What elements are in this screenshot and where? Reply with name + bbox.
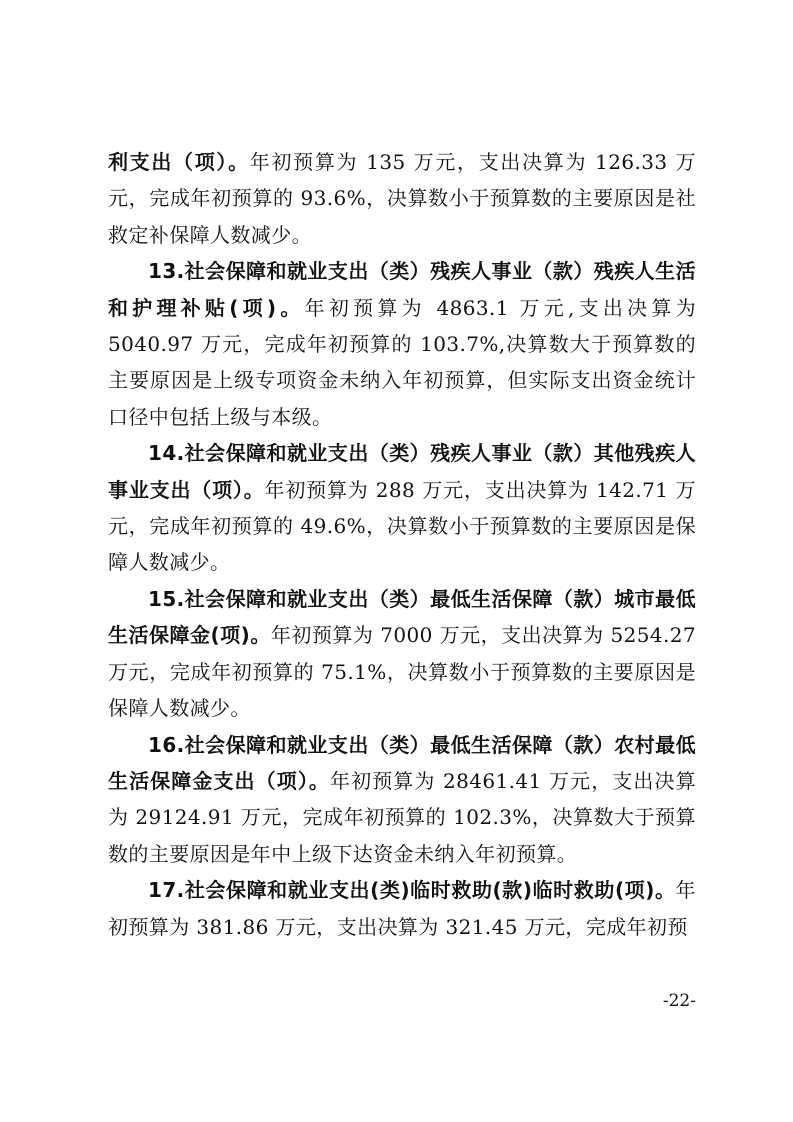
- item-body: 年初预算为 381.86 万元，支出决算为 321.45 万元，完成年初预: [108, 878, 696, 939]
- item-body: 年初预算为 135 万元，支出决算为 126.33 万元，完成年初预算的 93.6%，决算数小于预算数的主要原因是社救定补保障人数减少。: [108, 150, 696, 247]
- item-body: 年初预算为 28461.41 万元，支出决算为 29124.91 万元，完成年初预算的 102.3%，决算数大于预算数的主要原因是年中上级下达资金未纳入年初预算。: [108, 768, 696, 866]
- item-heading: 15.社会保障和就业支出（类）最低生活保障（款）城市最低生活保障金(项)。: [108, 586, 696, 648]
- item-body: 年初预算为 7000 万元，支出决算为 5254.27 万元，完成年初预算的 75.1%，决算数小于预算数的主要原因是保障人数减少。: [108, 623, 696, 721]
- item-heading: 利支出（项）。: [108, 150, 250, 174]
- item-heading: 13.社会保障和就业支出（类）残疾人事业（款）残疾人生活和护理补贴(项)。: [108, 259, 696, 320]
- item-heading: 14.社会保障和就业支出（类）残疾人事业（款）其他残疾人事业支出（项）。: [108, 441, 696, 502]
- item-body: 年初预算为 288 万元，支出决算为 142.71 万元，完成年初预算的 49.6%，决算数小于预算数的主要原因是保障人数减少。: [108, 477, 696, 575]
- paragraph-16: [108, 727, 696, 873]
- body-text: [108, 144, 696, 945]
- paragraph-15: [108, 581, 696, 727]
- paragraph-13: [108, 253, 696, 435]
- paragraph-17: [108, 872, 696, 945]
- item-heading: 17.社会保障和就业支出(类)临时救助(款)临时救助(项)。: [148, 878, 676, 903]
- item-body: 年初预算为 4863.1 万元,支出决算为 5040.97 万元，完成年初预算的 103.7%,决算数大于预算数的主要原因是上级专项资金未纳入年初预算，但实际支出资金统计口径中包括上级与本级。: [108, 295, 696, 429]
- item-heading: 16.社会保障和就业支出（类）最低生活保障（款）农村最低生活保障金支出（项）。: [108, 732, 696, 793]
- page-number: -22-: [662, 991, 696, 1011]
- paragraph-12-continuation: [108, 144, 696, 253]
- paragraph-14: [108, 435, 696, 581]
